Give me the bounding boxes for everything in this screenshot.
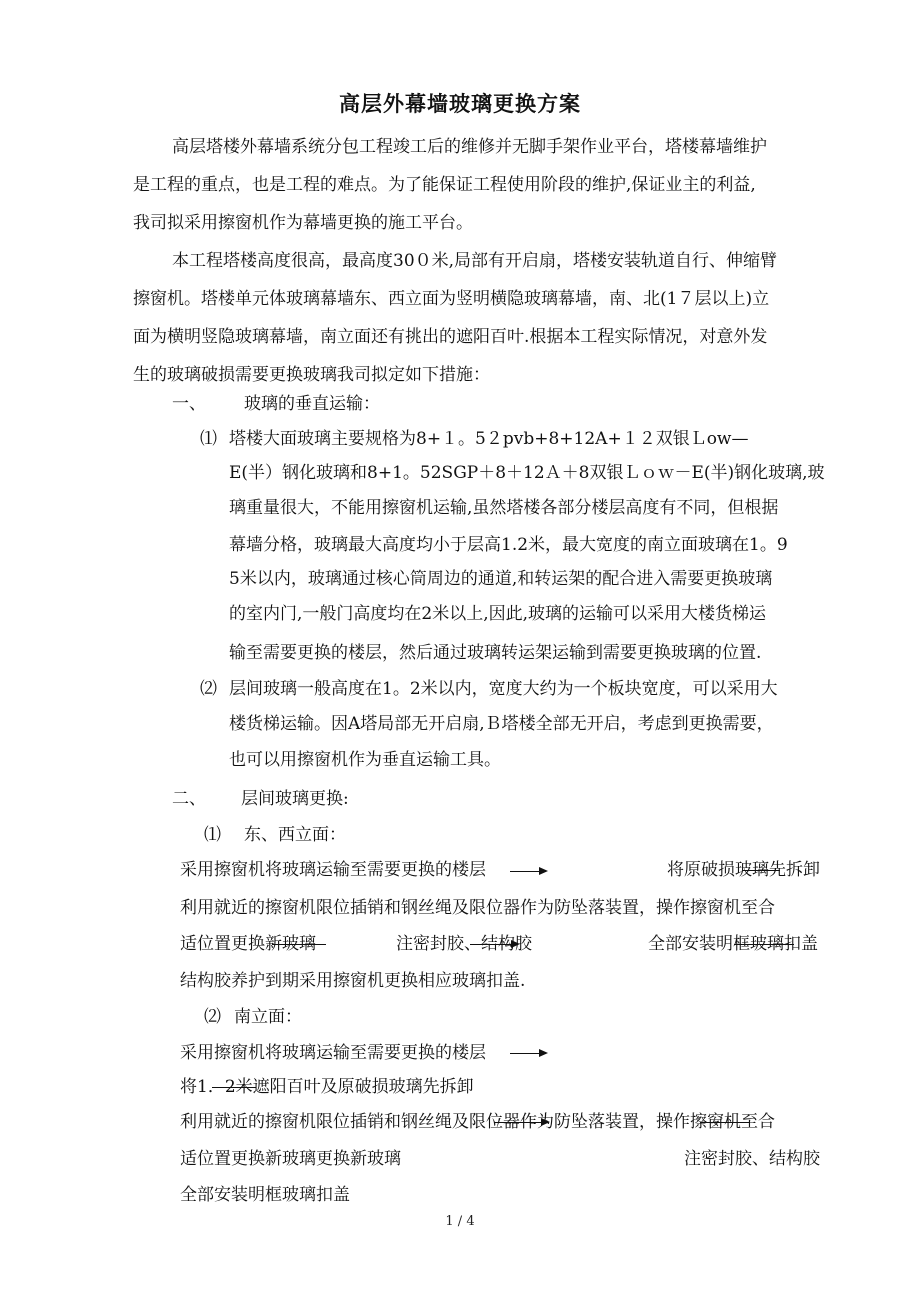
section1-heading: 玻璃的垂直运输： (244, 394, 380, 414)
page-number: 1 / 4 (445, 1214, 475, 1229)
strike-arrow-icon (700, 1122, 750, 1123)
strike-arrow-icon (212, 1087, 256, 1088)
section1-item1-line-6: 的室内门,一般门高度均在2米以上,因此,玻璃的运输可以采用大楼货梯运 (229, 604, 767, 624)
para2-line-4: 生的玻璃破损需要更换玻璃我司拟定如下措施： (133, 365, 490, 385)
flow-arrow-icon (510, 1053, 546, 1054)
section2-number: 二、 (172, 789, 206, 809)
section1-item2-line-2: 楼货梯运输。因A塔局部无开启扇,Ｂ塔楼全部无开启，考虑到更换需要， (229, 714, 774, 734)
sub2-flow-line4-a: 适位置更换新玻璃更换新玻璃 (180, 1149, 401, 1169)
section1-item1-marker: ⑴ (200, 429, 217, 449)
section1-item1-line-4: 幕墙分格，玻璃最大高度均小于层高1.2米，最大宽度的南立面玻璃在1。9 (229, 535, 788, 555)
intro-line-2: 是工程的重点，也是工程的难点。为了能保证工程使用阶段的维护,保证业主的利益, (133, 175, 756, 195)
para2-line-3: 面为横明竖隐玻璃幕墙，南立面还有挑出的遮阳百叶.根据本工程实际情况，对意外发 (133, 327, 768, 347)
sub1-flow-line3-a: 适位置更换新玻璃 (180, 934, 316, 954)
flow-arrow-icon (470, 944, 518, 945)
section1-item1-line-5: 5米以内，玻璃通过核心筒周边的通道,和转运架的配合进入需要更换玻璃 (229, 569, 773, 589)
section2-sub1-heading: 东、西立面： (244, 825, 346, 845)
section1-item1-line-1: 塔楼大面玻璃主要规格为8+１。5２pvb+8+12A+１２双银Ｌow— (229, 429, 749, 449)
strike-arrow-icon (742, 870, 780, 871)
sub1-flow-line2: 利用就近的擦窗机限位插销和钢丝绳及限位器作为防坠落装置，操作擦窗机至合 (180, 898, 775, 918)
section1-item1-line-3: 璃重量很大，不能用擦窗机运输,虽然塔楼各部分楼层高度有不同，但根据 (229, 498, 779, 518)
section1-number: 一、 (172, 394, 206, 414)
flow-arrow-icon (494, 1122, 548, 1123)
sub2-flow-line3: 利用就近的擦窗机限位插销和钢丝绳及限位器作为防坠落装置，操作擦窗机至合 (180, 1112, 775, 1132)
intro-line-3: 我司拟采用擦窗机作为幕墙更换的施工平台。 (133, 213, 473, 233)
section1-item1-line-2: E(半）钢化玻璃和8+1。52SGP＋8＋12Ａ＋8双银Ｌｏｗ－E(半)钢化玻璃,玻 (229, 463, 825, 483)
sub1-flow-line3-c: 全部安装明框玻璃扣盖 (648, 934, 818, 954)
section2-sub2-heading: 南立面： (234, 1007, 302, 1027)
sub1-flow-line1-a: 采用擦窗机将玻璃运输至需要更换的楼层 (180, 860, 486, 880)
section1-item1-line-7: 输至需要更换的楼层，然后通过玻璃转运架运输到需要更换玻璃的位置. (229, 643, 762, 663)
section2-heading: 层间玻璃更换: (241, 789, 349, 809)
sub1-flow-line1-b: 将原破损玻璃先拆卸 (667, 860, 820, 880)
section1-item2-line-3: 也可以用擦窗机作为垂直运输工具。 (229, 750, 501, 770)
sub2-flow-line2: 将1．2米遮阳百叶及原破损玻璃先拆卸 (180, 1077, 474, 1097)
document-title: 高层外幕墙玻璃更换方案 (339, 91, 581, 116)
sub1-flow-line3-b: 注密封胶、结构胶 (396, 934, 532, 954)
sub2-flow-line1: 采用擦窗机将玻璃运输至需要更换的楼层 (180, 1043, 486, 1063)
section2-sub1-marker: ⑴ (204, 825, 221, 845)
sub1-flow-line4: 结构胶养护到期采用擦窗机更换相应玻璃扣盖. (180, 971, 526, 991)
flow-arrow-icon (510, 871, 546, 872)
sub2-flow-line5: 全部安装明框玻璃扣盖 (180, 1185, 350, 1205)
section1-item2-line-1: 层间玻璃一般高度在1。2米以内，宽度大约为一个板块宽度，可以采用大 (229, 679, 778, 699)
strike-arrow-icon (734, 944, 794, 945)
section1-item2-marker: ⑵ (200, 679, 217, 699)
para2-line-2: 擦窗机。塔楼单元体玻璃幕墙东、西立面为竖明横隐玻璃幕墙，南、北(1７层以上)立 (133, 289, 770, 309)
section2-sub2-marker: ⑵ (204, 1007, 221, 1027)
strike-arrow-icon (272, 944, 326, 945)
sub2-flow-line4-b: 注密封胶、结构胶 (684, 1149, 820, 1169)
para2-line-1: 本工程塔楼高度很高，最高度30０米,局部有开启扇，塔楼安装轨道自行、伸缩臂 (172, 251, 778, 271)
intro-line-1: 高层塔楼外幕墙系统分包工程竣工后的维修并无脚手架作业平台，塔楼幕墙维护 (172, 137, 767, 157)
